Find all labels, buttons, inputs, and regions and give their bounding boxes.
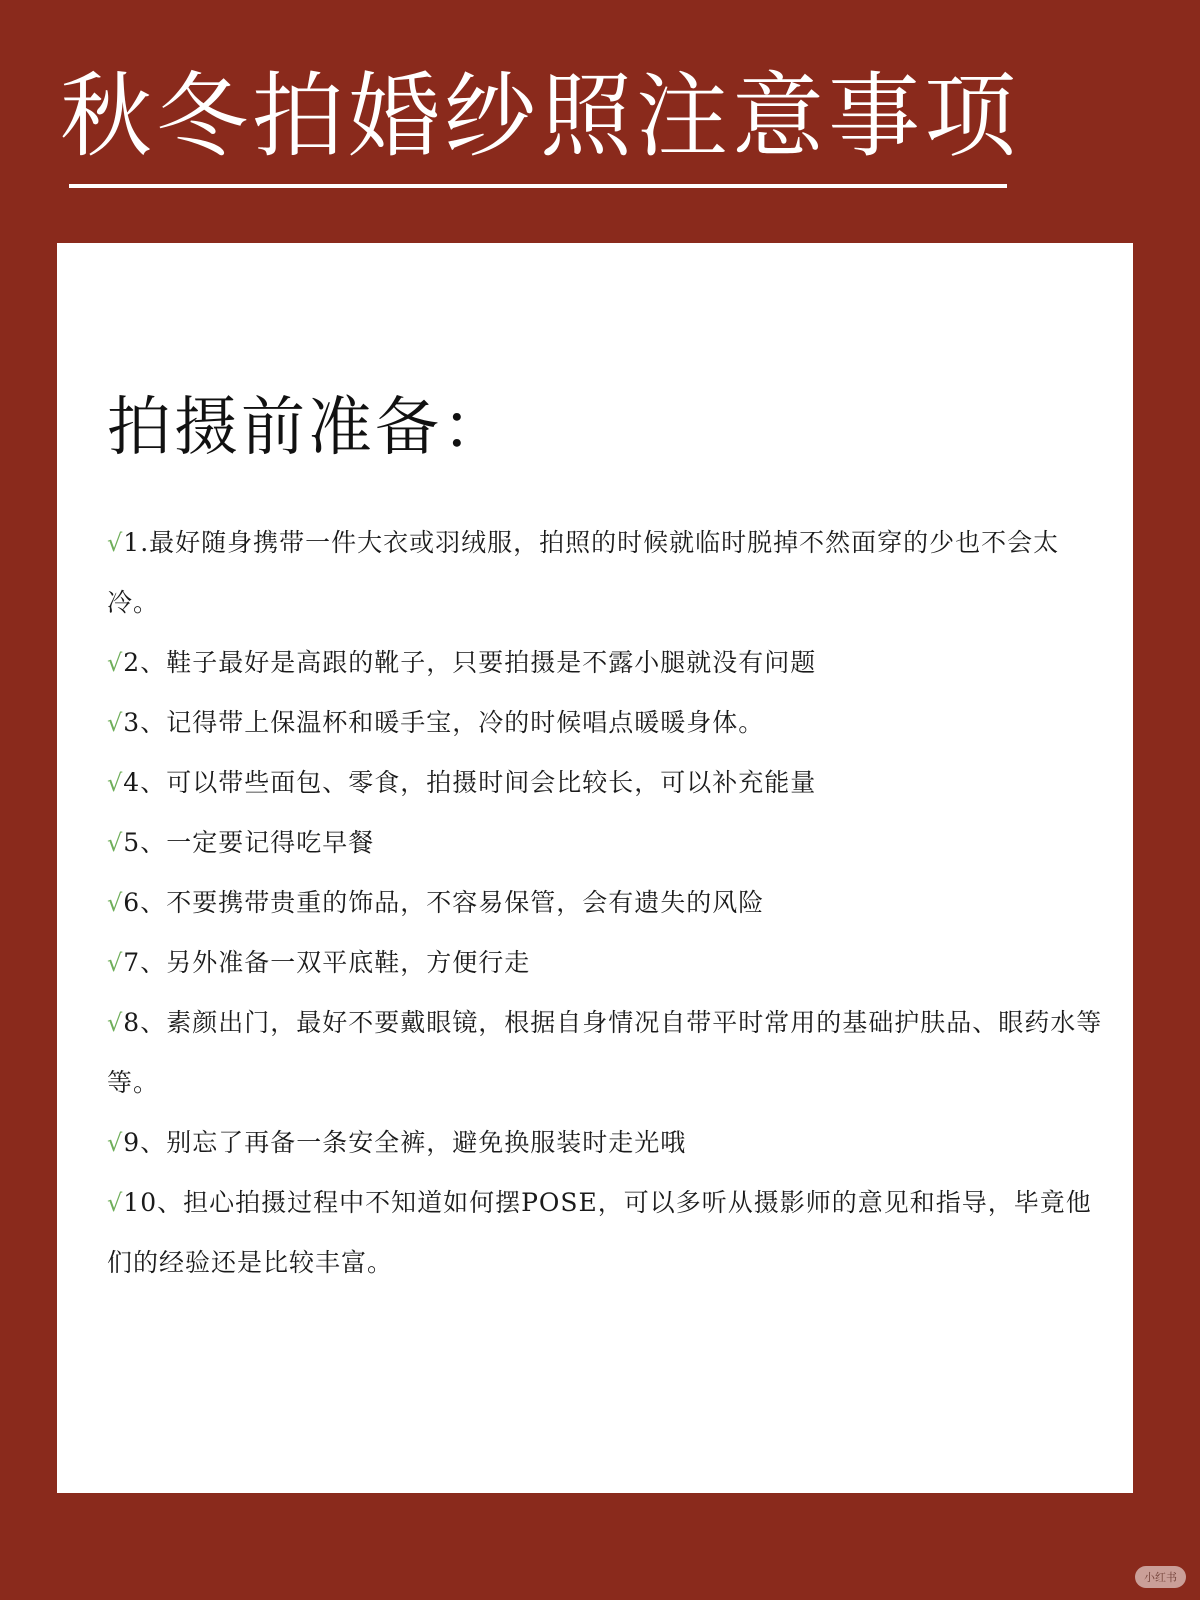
check-icon: √ [107, 889, 124, 917]
content-card [57, 243, 1133, 1493]
check-icon: √ [107, 1009, 124, 1037]
check-icon: √ [107, 649, 124, 677]
tip-item [107, 693, 1107, 753]
tip-item [107, 1113, 1107, 1173]
tip-item [107, 753, 1107, 813]
check-icon: √ [107, 829, 124, 857]
tip-item [107, 513, 1107, 633]
tip-text: 8、素颜出门，最好不要戴眼镜，根据自身情况自带平时常用的基础护肤品、眼药水等等。 [107, 1008, 1103, 1097]
section-heading: 拍摄前准备： [107, 391, 509, 465]
tip-text: 3、记得带上保温杯和暖手宝，冷的时候唱点暖暖身体。 [123, 708, 765, 737]
tip-text: 4、可以带些面包、零食，拍摄时间会比较长，可以补充能量 [123, 768, 817, 797]
tips-list [107, 513, 1107, 1293]
check-icon: √ [107, 1189, 124, 1217]
tip-text: 5、一定要记得吃早餐 [123, 828, 375, 857]
check-icon: √ [107, 769, 124, 797]
check-icon: √ [107, 949, 124, 977]
tip-item [107, 1173, 1107, 1293]
tip-text: 6、不要携带贵重的饰品，不容易保管，会有遗失的风险 [123, 888, 765, 917]
tip-item [107, 933, 1107, 993]
watermark: 小红书 [1135, 1566, 1186, 1588]
check-icon: √ [107, 529, 124, 557]
tip-item [107, 993, 1107, 1113]
tip-item [107, 633, 1107, 693]
tip-text: 10、担心拍摄过程中不知道如何摆POSE，可以多听从摄影师的意见和指导，毕竟他们的经验还是比较丰富。 [107, 1188, 1092, 1277]
page-title: 秋冬拍婚纱照注意事项 [60, 63, 1021, 170]
tip-text: 2、鞋子最好是高跟的靴子，只要拍摄是不露小腿就没有问题 [123, 648, 817, 677]
tip-item [107, 813, 1107, 873]
title-underline [69, 184, 1007, 188]
check-icon: √ [107, 709, 124, 737]
tip-text: 1.最好随身携带一件大衣或羽绒服，拍照的时候就临时脱掉不然面穿的少也不会太冷。 [107, 528, 1060, 617]
tip-text: 7、另外准备一双平底鞋，方便行走 [123, 948, 531, 977]
tip-text: 9、别忘了再备一条安全裤，避免换服装时走光哦 [123, 1128, 687, 1157]
check-icon: √ [107, 1129, 124, 1157]
tip-item [107, 873, 1107, 933]
